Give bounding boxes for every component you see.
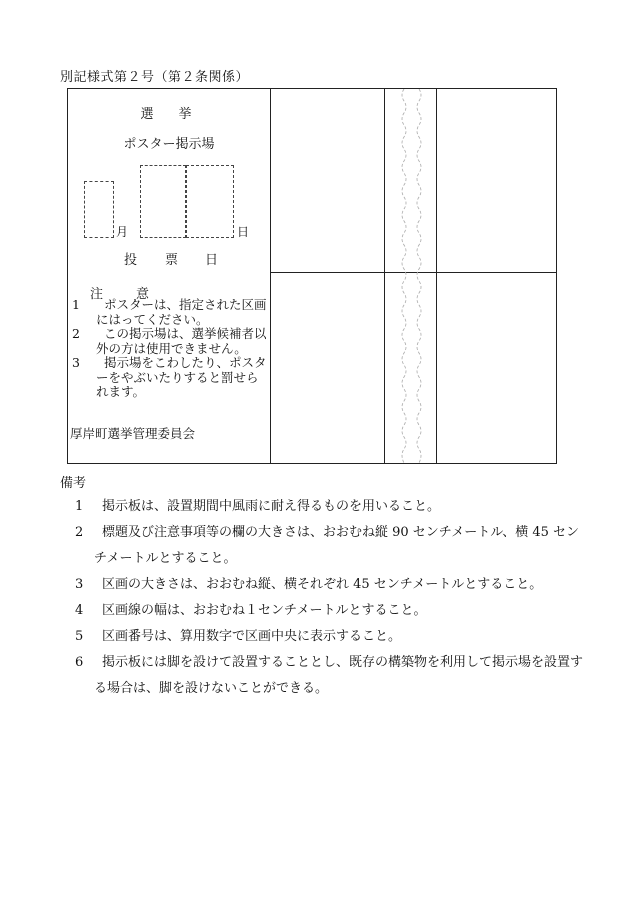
break-mark-icon [398, 89, 410, 463]
note-text: ポスターは、指定された区画にはってください。 [96, 297, 267, 327]
notes-title: 注 意 [90, 287, 160, 302]
remark-text: 標題及び注意事項等の欄の大きさは、おおむね縦 90 センチメートル、横 45 センチメートルとすること。 [94, 525, 580, 566]
remark-number: 4 [75, 603, 84, 618]
remark-number: 1 [75, 499, 84, 514]
remark-item [60, 624, 590, 650]
remark-number: 2 [75, 525, 84, 540]
notes-list [72, 298, 268, 400]
voting-day-char-2: 票 [165, 253, 179, 268]
remarks-label: 備考 [60, 476, 87, 491]
remark-text: 区画線の幅は、おおむね１センチメートルとすること。 [102, 603, 427, 618]
section-divider [384, 89, 385, 463]
title-notes-panel [68, 89, 270, 463]
voting-day-char-1: 投 [124, 253, 138, 268]
poster-board-heading: ポスター掲示場 [123, 137, 215, 152]
day-label: 日 [237, 225, 250, 239]
election-type-box [84, 181, 114, 238]
section-divider [436, 89, 437, 463]
note-text: この掲示場は、選挙候補者以外の方は使用できません。 [96, 326, 267, 356]
day-box-right [186, 165, 234, 238]
poster-board-diagram [67, 88, 557, 464]
remark-item [60, 572, 590, 598]
note-item [72, 298, 268, 327]
election-heading: 選 挙 [140, 107, 198, 122]
day-box-left [140, 165, 186, 238]
remarks-list [60, 494, 590, 702]
remark-text: 区画番号は、算用数字で区画中央に表示すること。 [102, 629, 402, 644]
remark-item [60, 598, 590, 624]
remark-number: 6 [75, 655, 84, 670]
remark-text: 掲示板は、設置期間中風雨に耐え得るものを用いること。 [102, 499, 441, 514]
month-label: 月 [116, 225, 129, 239]
remark-item [60, 494, 590, 520]
panel-divider [270, 89, 271, 463]
remark-item [60, 650, 590, 702]
note-number: 1 [72, 297, 80, 312]
form-title: 別記様式第２号（第２条関係） [60, 70, 250, 85]
break-mark-icon [413, 89, 425, 463]
note-item [72, 327, 268, 356]
remark-number: 5 [75, 629, 84, 644]
remark-text: 掲示板には脚を設けて設置することとし、既存の構築物を利用して掲示場を設置する場合は、脚を設けないことができる。 [94, 655, 584, 696]
note-text: 掲示場をこわしたり、ポスターをやぶいたりすると罰せられます。 [96, 355, 267, 399]
remark-item [60, 520, 590, 572]
remark-number: 3 [75, 577, 84, 592]
note-number: 2 [72, 326, 80, 341]
note-item [72, 356, 268, 400]
remark-text: 区画の大きさは、おおむね縦、横それぞれ 45 センチメートルとすること。 [102, 577, 543, 592]
voting-day-char-3: 日 [205, 253, 219, 268]
note-number: 3 [72, 355, 80, 370]
election-committee-name: 厚岸町選挙管理委員会 [70, 426, 196, 441]
